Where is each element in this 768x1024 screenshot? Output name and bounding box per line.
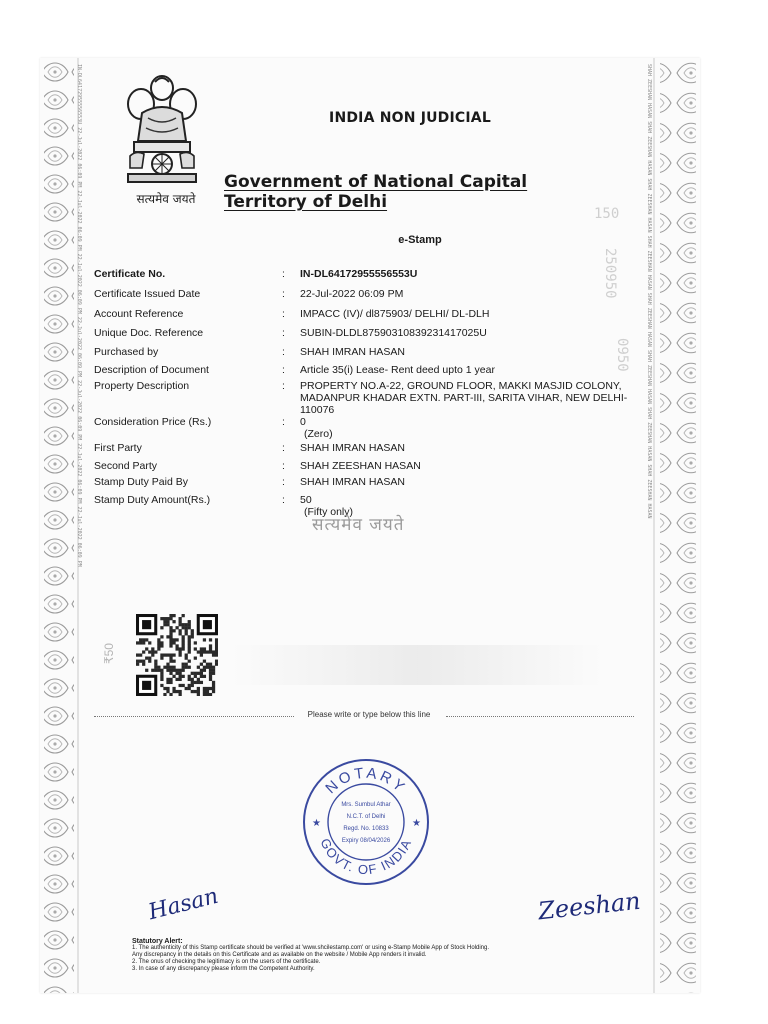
field-value: SHAH IMRAN HASAN: [300, 346, 406, 358]
field-value-words: (Fifty only): [304, 506, 354, 518]
field-label: Unique Doc. Reference: [94, 327, 204, 339]
field-value-main: 0: [300, 416, 306, 428]
field-label: First Party: [94, 442, 142, 454]
notary-line-4: Expiry 08/04/2026: [341, 838, 391, 844]
national-emblem-icon: [112, 68, 212, 208]
field-label: Consideration Price (Rs.): [94, 416, 212, 428]
guilloche-border-left: [40, 58, 86, 993]
field-colon: :: [282, 288, 285, 300]
field-label: Description of Document: [94, 364, 209, 376]
field-value-main: 50: [300, 494, 312, 506]
signature-second-party: Zeeshan: [536, 886, 642, 926]
header-main-title: Government of National Capital Territory of Delhi: [224, 172, 528, 212]
dotted-line-right: [446, 716, 634, 717]
field-value: SHAH IMRAN HASAN: [300, 442, 406, 454]
field-label: Certificate Issued Date: [94, 288, 201, 300]
field-value: IMPACC (IV)/ dl875903/ DELHI/ DL-DLH: [300, 308, 490, 320]
side-amount: ₹50: [102, 643, 116, 664]
field-label: Account Reference: [94, 308, 184, 320]
svg-text:NOTARY: [322, 765, 409, 798]
statutory-alert-line: 2. The onus of checking the legitimacy is on the users of the certificate.: [132, 959, 321, 965]
field-value: 22-Jul-2022 06:09 PM: [300, 288, 404, 300]
statutory-alert-line: 1. The authenticity of this Stamp certificate should be verified at 'www.shcilestamp.com' or using e-Stamp Mobile App of Stock Holding.: [132, 945, 490, 951]
faint-serial: 250950: [602, 248, 618, 299]
field-value: SUBIN-DLDL87590310839231417025U: [300, 327, 487, 339]
watermark-motto: सत्यमेव जयते: [312, 515, 405, 535]
field-value: [300, 416, 630, 440]
field-label: Purchased by: [94, 346, 159, 358]
field-colon: :: [282, 327, 285, 339]
notary-bottom-text: GOVT. OF INDIA: [317, 836, 415, 878]
dotted-line-left: [94, 716, 294, 717]
field-value: IN-DL64172955556553U: [300, 268, 418, 280]
svg-text:★: ★: [412, 818, 421, 829]
signature-first-party: Hasan: [146, 883, 221, 926]
write-below-text: Please write or type below this line: [307, 710, 431, 719]
field-colon: :: [282, 442, 285, 454]
field-colon: :: [282, 268, 285, 280]
field-value: SHAH ZEESHAN HASAN: [300, 460, 421, 472]
qr-code-icon: [136, 614, 218, 696]
emblem-caption: सत्यमेव जयते: [136, 192, 196, 206]
field-value: Article 35(i) Lease- Rent deed upto 1 year: [300, 364, 495, 376]
field-label: Property Description: [94, 380, 190, 392]
write-below-line: [94, 710, 634, 722]
micro-text-right: SHAH ZEESHAN HASAN SHAH ZEESHAN HASAN SHAH ZEESHAN HASAN SHAH ZEESHAN HASAN SHAH ZEESHAN HASAN SHAH ZEESHAN HASAN SHAH ZEESHAN HASAN SHAH ZEESHAN HASAN: [646, 64, 652, 519]
section-title: e-Stamp: [398, 234, 442, 246]
notary-seal: [300, 756, 432, 888]
header-top-title: INDIA NON JUDICIAL: [329, 110, 491, 126]
field-label: Stamp Duty Paid By: [94, 476, 188, 488]
faint-top-number: 150: [594, 206, 620, 222]
notary-top-text: NOTARY: [322, 764, 410, 798]
statutory-alert: [132, 938, 612, 973]
field-colon: :: [282, 380, 285, 392]
notary-line-1: Mrs. Sumbul Athar: [341, 802, 391, 808]
statutory-alert-title: Statutory Alert:: [132, 938, 183, 945]
field-label: Certificate No.: [94, 268, 166, 280]
notary-line-3: Regd. No. 10833: [343, 826, 389, 832]
field-colon: :: [282, 364, 285, 376]
field-label: Stamp Duty Amount(Rs.): [94, 494, 211, 506]
field-colon: :: [282, 416, 285, 428]
field-colon: :: [282, 460, 285, 472]
faint-serial-2: 0950: [614, 338, 630, 372]
field-colon: :: [282, 476, 285, 488]
faded-security-band: [232, 645, 602, 685]
field-value: PROPERTY NO.A-22, GROUND FLOOR, MAKKI MASJID COLONY, MADANPUR KHADAR EXTN. PART-III, SARITA VIHAR, NEW DELHI-110076: [300, 380, 628, 416]
field-value-words: (Zero): [304, 428, 333, 440]
svg-text:★: ★: [312, 818, 321, 829]
field-value: SHAH IMRAN HASAN: [300, 476, 406, 488]
field-colon: :: [282, 308, 285, 320]
field-label: Second Party: [94, 460, 158, 472]
field-colon: :: [282, 346, 285, 358]
notary-line-2: N.C.T. of Delhi: [346, 814, 386, 820]
micro-text-left: IN-DL64172955556553U 22-Jul-2022 06:09 PM 22-Jul-2022 06:09 PM 22-Jul-2022 06:09 PM 22-Jul-2022 06:09 PM 22-Jul-2022 06:09 PM 22-Jul-2022 06:09 PM 22-Jul-2022 06:09 PM: [76, 64, 82, 567]
field-colon: :: [282, 494, 285, 506]
statutory-alert-line: Any discrepancy in the details on this Certificate and as available on the website / Mobile App renders it invalid.: [132, 952, 427, 958]
guilloche-border-right: [640, 58, 698, 993]
statutory-alert-line: 3. In case of any discrepancy please inform the Competent Authority.: [132, 966, 315, 972]
